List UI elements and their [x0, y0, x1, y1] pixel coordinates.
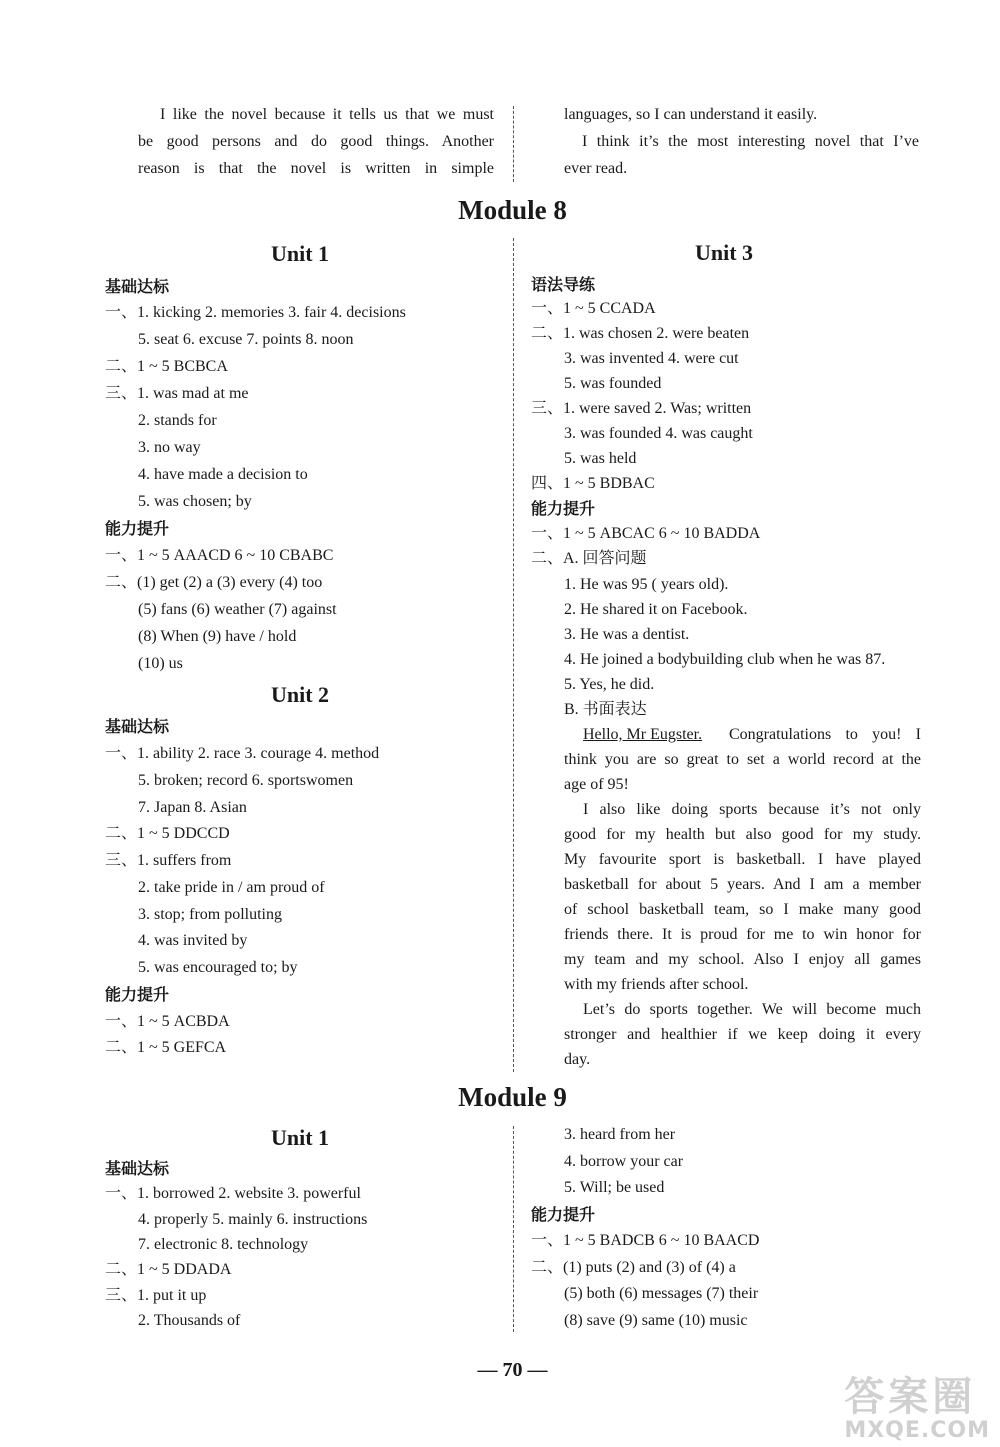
m8-u1-line: 5. was chosen; by [138, 493, 252, 510]
essay-line: good for my health but also good for my study. [564, 826, 921, 843]
column-divider-module-8 [513, 238, 514, 1072]
m9-u1-right-line: 3. heard from her [564, 1126, 676, 1143]
m8-u3-line: 一、1 ~ 5 CCADA [531, 300, 656, 317]
m8-u2-line: 5. was encouraged to; by [138, 959, 298, 976]
m8-u3-line: 3. was invented 4. were cut [564, 350, 739, 367]
m9-u1-adv-line: 二、(1) puts (2) and (3) of (4) a [531, 1259, 736, 1276]
m8-u2-line: 2. take pride in / am proud of [138, 879, 325, 896]
essay-line: with my friends after school. [564, 976, 749, 993]
m8-unit-3-title: Unit 3 [694, 240, 754, 265]
m8-u3-adv-line: 3. He was a dentist. [564, 626, 690, 643]
essay-line: Congratulations to you! I [729, 726, 921, 743]
essay-line: Let’s do sports together. We will become much [583, 1001, 921, 1018]
m8-u2-section-advanced: 能力提升 [105, 985, 170, 1004]
m8-u3-adv-line: 1. He was 95 ( years old). [564, 576, 729, 593]
essay-greeting: Hello, Mr Eugster. [583, 726, 703, 743]
m9-u1-line: 三、1. put it up [105, 1287, 207, 1304]
essay-line: stronger and healthier if we keep doing it every [564, 1026, 921, 1043]
essay-line: my team and my school. Also I enjoy all games [564, 951, 921, 968]
essay-line: I also like doing sports because it’s not only [583, 801, 921, 818]
essay-line: My favourite sport is basketball. I have played [564, 851, 921, 868]
m9-u1-line: 4. properly 5. mainly 6. instructions [138, 1211, 368, 1228]
watermark-logo: 答案圈 MXQE.COM [844, 1374, 990, 1443]
m8-u2-section-basic: 基础达标 [105, 717, 170, 736]
m9-u1-line: 二、1 ~ 5 DDADA [105, 1261, 232, 1278]
m8-u1-line: 二、1 ~ 5 BCBCA [105, 358, 228, 375]
m8-u2-line: 二、1 ~ 5 DDCCD [105, 825, 230, 842]
module-9-title: Module 9 [458, 1082, 567, 1112]
m8-u3-adv-line: 2. He shared it on Facebook. [564, 601, 748, 618]
m8-u3-adv-line: B. 书面表达 [564, 701, 647, 718]
m8-u3-line: 四、1 ~ 5 BDBAC [531, 475, 655, 492]
m8-u1-adv-line: 一、1 ~ 5 AAACD 6 ~ 10 CBABC [105, 547, 334, 564]
m8-u2-line: 一、1. ability 2. race 3. courage 4. method [105, 745, 380, 762]
m8-u3-adv-line: 5. Yes, he did. [564, 676, 655, 693]
m9-u1-adv-line: (5) both (6) messages (7) their [564, 1285, 759, 1302]
m8-u3-adv-line: 4. He joined a bodybuilding club when he was 87. [564, 651, 886, 668]
intro-left-line-1: I like the novel because it tells us that we must [160, 106, 494, 123]
m8-u1-line: 一、1. kicking 2. memories 3. fair 4. decisions [105, 304, 406, 321]
intro-left-line-2: be good persons and do good things. Another [138, 133, 494, 150]
module-8-title: Module 8 [458, 195, 567, 225]
m8-u3-line: 三、1. were saved 2. Was; written [531, 400, 752, 417]
m8-u3-line: 3. was founded 4. was caught [564, 425, 753, 442]
m8-u2-line: 3. stop; from polluting [138, 906, 282, 923]
m8-u3-section-grammar: 语法导练 [531, 275, 596, 294]
m8-u1-line: 3. no way [138, 439, 201, 456]
column-divider-intro [513, 106, 514, 182]
m8-u3-line: 二、1. was chosen 2. were beaten [531, 325, 750, 342]
m8-u3-section-advanced: 能力提升 [531, 499, 596, 518]
m8-u1-adv-line: 二、(1) get (2) a (3) every (4) too [105, 574, 323, 591]
m8-u2-adv-line: 二、1 ~ 5 GEFCA [105, 1039, 227, 1056]
m8-u1-line: 三、1. was mad at me [105, 385, 249, 402]
m8-u3-line: 5. was held [564, 450, 637, 467]
essay-line: think you are so great to set a world record at the [564, 751, 921, 768]
essay-line: basketball for about 5 years. And I am a member [564, 876, 921, 893]
m8-u2-line: 5. broken; record 6. sportswomen [138, 772, 354, 789]
m9-u1-adv-line: (8) save (9) same (10) music [564, 1312, 748, 1329]
m9-u1-section-basic: 基础达标 [105, 1159, 170, 1178]
m8-u1-line: 4. have made a decision to [138, 466, 308, 483]
essay-line: friends there. It is proud for me to win honor for [564, 926, 921, 943]
m8-unit-1-title: Unit 1 [270, 241, 330, 266]
intro-left-line-3: reason is that the novel is written in simple [138, 160, 494, 177]
m9-u1-line: 7. electronic 8. technology [138, 1236, 309, 1253]
m8-u1-adv-line: (8) When (9) have / hold [138, 628, 297, 645]
page-number: — 70 — [477, 1359, 548, 1381]
m8-u1-section-basic: 基础达标 [105, 277, 170, 296]
intro-right-line-1: languages, so I can understand it easily. [564, 106, 818, 123]
m9-u1-section-advanced: 能力提升 [531, 1205, 596, 1224]
m8-u3-adv-line: 二、A. 回答问题 [531, 550, 647, 567]
intro-right-line-2: I think it’s the most interesting novel that I’ve [582, 133, 919, 150]
m8-u1-line: 5. seat 6. excuse 7. points 8. noon [138, 331, 354, 348]
m9-u1-adv-line: 一、1 ~ 5 BADCB 6 ~ 10 BAACD [531, 1232, 760, 1249]
m9-unit-1-title: Unit 1 [270, 1125, 330, 1150]
column-divider-module-9 [513, 1126, 514, 1332]
m8-unit-2-title: Unit 2 [270, 682, 330, 707]
m8-u2-line: 7. Japan 8. Asian [138, 799, 247, 816]
m9-u1-right-line: 4. borrow your car [564, 1153, 684, 1170]
m9-u1-right-line: 5. Will; be used [564, 1179, 665, 1196]
m8-u2-line: 4. was invited by [138, 932, 248, 949]
m8-u1-line: 2. stands for [138, 412, 217, 429]
m8-u1-adv-line: (10) us [138, 655, 183, 672]
m9-u1-line: 2. Thousands of [138, 1312, 241, 1329]
m8-u1-adv-line: (5) fans (6) weather (7) against [138, 601, 337, 618]
essay-line: of school basketball team, so I make many good [564, 901, 921, 918]
essay-line: day. [564, 1051, 591, 1068]
essay-line: age of 95! [564, 776, 629, 793]
intro-right-line-3: ever read. [564, 160, 628, 177]
m8-u1-section-advanced: 能力提升 [105, 519, 170, 538]
m9-u1-line: 一、1. borrowed 2. website 3. powerful [105, 1185, 361, 1202]
m8-u2-adv-line: 一、1 ~ 5 ACBDA [105, 1013, 230, 1030]
m8-u3-line: 5. was founded [564, 375, 662, 392]
m8-u2-line: 三、1. suffers from [105, 852, 232, 869]
m8-u3-adv-line: 一、1 ~ 5 ABCAC 6 ~ 10 BADDA [531, 525, 761, 542]
